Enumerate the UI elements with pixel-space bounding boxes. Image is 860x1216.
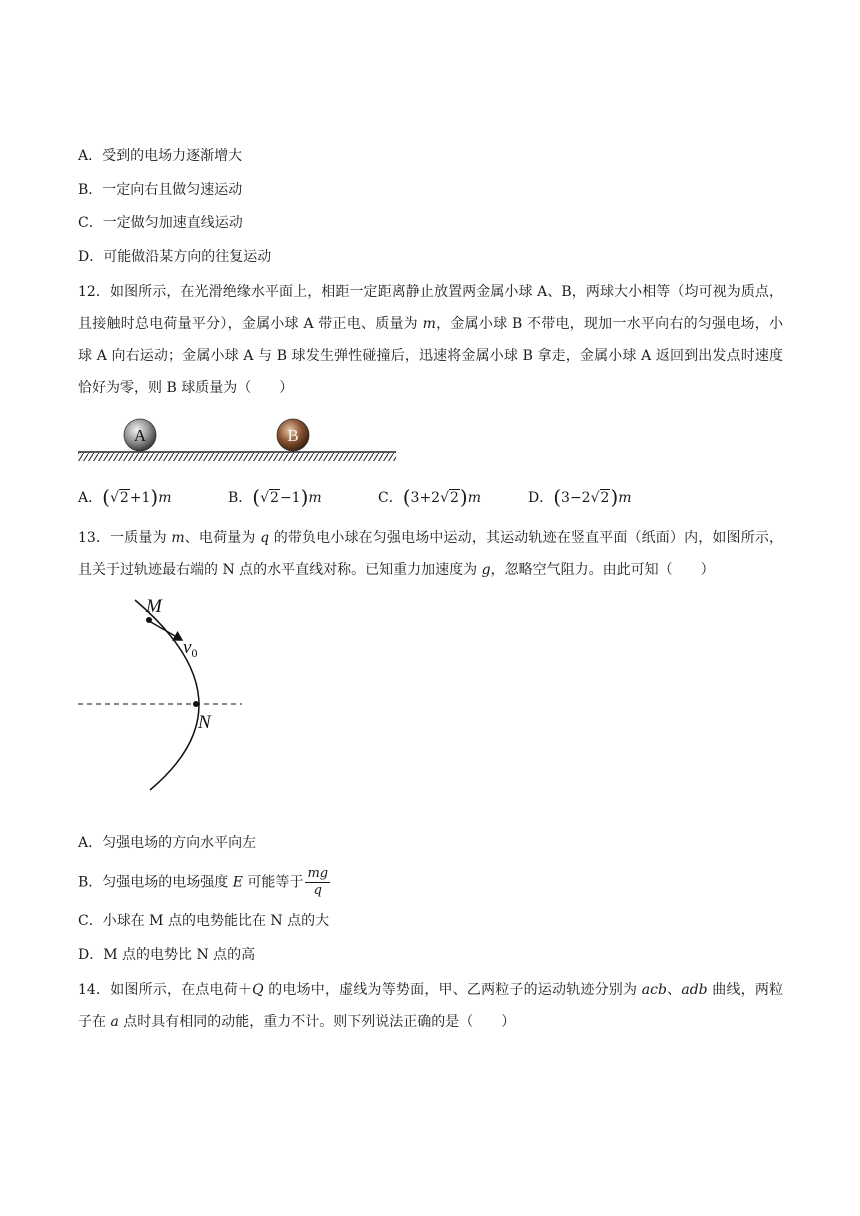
q12-option-c: C．(3+2√2)m bbox=[378, 485, 482, 509]
q13-label-m: M bbox=[146, 596, 162, 617]
q12-number: 12． bbox=[78, 284, 110, 300]
q14-stem: 14．如图所示，在点电荷＋Q 的电场中，虚线为等势面，甲、乙两粒子的运动轨迹分别为 acb、adb 曲线，两粒子在 a 点时具有相同的动能，重力不计。则下列说法正确的是（ ） bbox=[78, 982, 784, 1030]
q13-fraction: $\frac{mg}{q}$ bbox=[307, 866, 329, 898]
q13-label-v: $v_0$ bbox=[183, 637, 198, 660]
q13-velocity-arrow bbox=[149, 621, 182, 640]
q12-stem: 12．如图所示，在光滑绝缘水平面上，相距一定距离静止放置两金属小球 A、B，两球大小相等（均可视为质点，且接触时总电荷量平分），金属小球 A 带正电、质量为 m，金属小球 B 不带电，现加一水平向右的匀强电场，小球 A 向右运动；金属小球 A 与 B 球发生弹性碰撞后，迅速将金属小球 B 拿走，金属小球 A 返回到出发点时速度恰好为零，则 B 球质量为（ ） bbox=[78, 284, 784, 396]
q13-option-c: C．小球在 M 点的电势能比在 N 点的大 bbox=[78, 913, 330, 929]
q13-label-n: N bbox=[198, 712, 211, 733]
q13-point-n bbox=[193, 701, 199, 707]
q12-ground-hatch bbox=[78, 453, 396, 461]
q13-option-d: D．M 点的电势比 N 点的高 bbox=[78, 947, 256, 963]
q11-option-c: C．一定做匀加速直线运动 bbox=[78, 215, 243, 231]
q11-option-d: D．可能做沿某方向的往复运动 bbox=[78, 249, 272, 265]
q13-figure bbox=[70, 590, 260, 795]
q13-point-m bbox=[146, 617, 152, 623]
q13-number: 13． bbox=[78, 530, 111, 546]
q11-option-b: B．一定向右且做匀速运动 bbox=[78, 182, 243, 198]
q13-option-a: A．匀强电场的方向水平向左 bbox=[78, 835, 257, 851]
q12-option-b: B．(√2−1)m bbox=[228, 485, 322, 509]
q13-option-b: B．匀强电场的电场强度 E 可能等于 $\frac{mg}{q}$ bbox=[78, 866, 329, 898]
q12-option-d: D．(3−2√2)m bbox=[528, 485, 632, 509]
q12-figure bbox=[78, 414, 398, 464]
q13-trajectory bbox=[135, 600, 199, 790]
q12-ball-b-label: B bbox=[287, 426, 299, 445]
q14-number: 14． bbox=[78, 982, 111, 998]
q13-stem: 13．一质量为 m、电荷量为 q 的带负电小球在匀强电场中运动，其运动轨迹在竖直平面（纸面）内，如图所示，且关于过轨迹最右端的 N 点的水平直线对称。已知重力加速度为 g，忽略空气阻力。由此可知（ ） bbox=[78, 530, 784, 578]
q12-ball-a-label: A bbox=[133, 426, 147, 445]
q12-option-a: A．(√2+1)m bbox=[78, 485, 172, 509]
q11-option-a: A．受到的电场力逐渐增大 bbox=[78, 148, 243, 164]
